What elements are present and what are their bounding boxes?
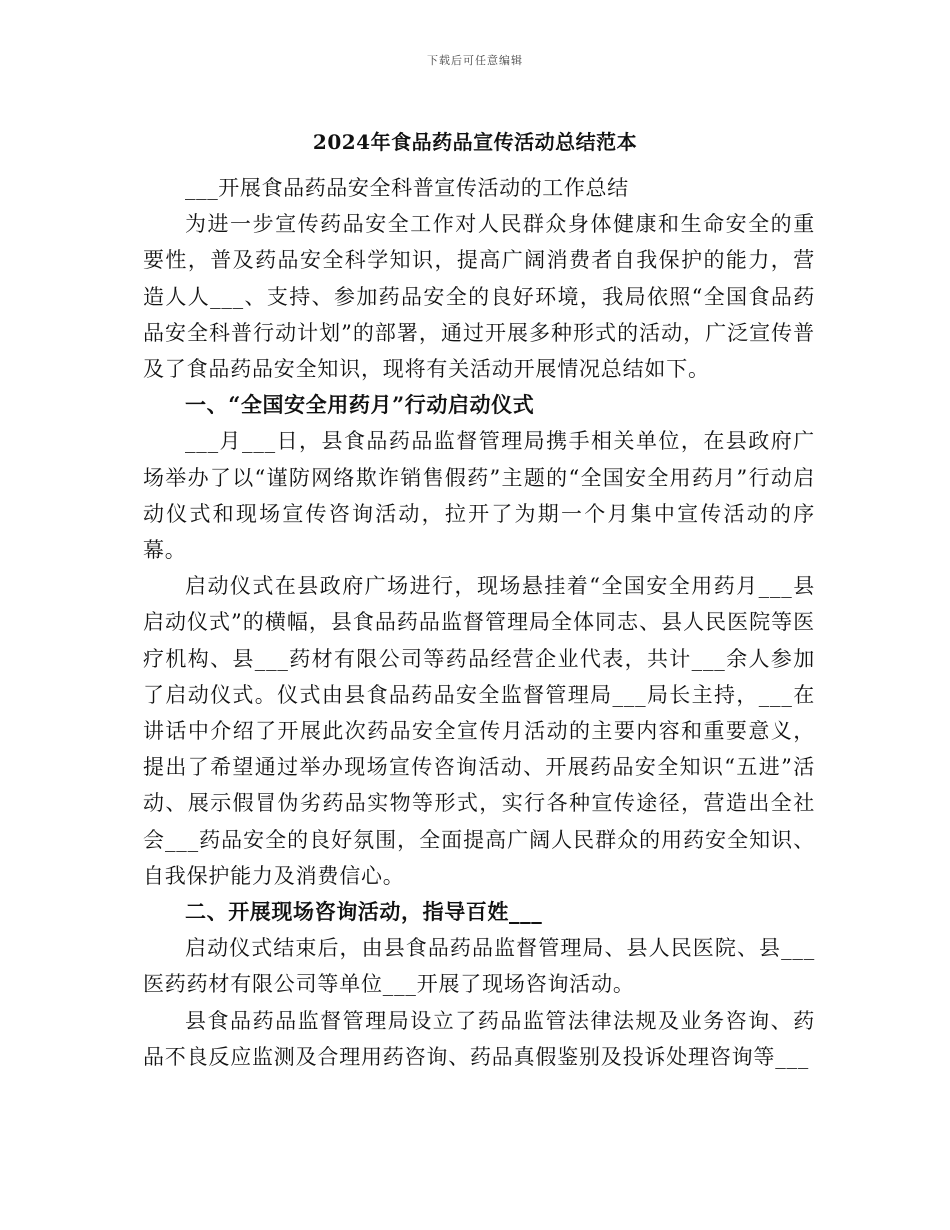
paragraph-intro: 为进一步宣传药品安全工作对人民群众身体健康和生命安全的重要性，普及药品安全科学知识，提高广阔消费者自我保护的能力，营造人人___、支持、参加药品安全的良好环境，我局依照“全国食品药品安全科普行动计划”的部署，通过开展多种形式的活动，广泛宣传普及了食品药品安全知识，现将有关活动开展情况总结如下。 — [143, 212, 815, 382]
section-heading-1: 一、“全国安全用药月”行动启动仪式 — [185, 392, 535, 418]
paragraph-section-2b: 县食品药品监督管理局设立了药品监管法律法规及业务咨询、药品不良反应监测及合理用药咨询、药品真假鉴别及投诉处理咨询等___ — [143, 1008, 815, 1069]
paragraph-section-1a: ___月___日，县食品药品监督管理局携手相关单位，在县政府广场举办了以“谨防网络欺诈销售假药”主题的“全国安全用药月”行动启动仪式和现场宣传咨询活动，拉开了为期一个月集中宣传活动的序幕。 — [143, 429, 815, 563]
paragraph-section-1b: 启动仪式在县政府广场进行，现场悬挂着“全国安全用药月___县启动仪式”的横幅，县食品药品监督管理局全体同志、县人民医院等医疗机构、县___药材有限公司等药品经营企业代表，共计___余人参加了启动仪式。仪式由县食品药品安全监督管理局___局长主持，___在讲话中介绍了开展此次药品安全宣传月活动的主要内容和重要意义，提出了希望通过举办现场宣传咨询活动、开展药品安全知识“五进”活动、展示假冒伪劣药品实物等形式，实行各种宣传途径，营造出全社会___药品安全的良好氛围，全面提高广阔人民群众的用药安全知识、自我保护能力及消费信心。 — [143, 574, 815, 888]
document-body — [143, 170, 815, 1075]
section-heading-2: 二、开展现场咨询活动，指导百姓___ — [185, 899, 543, 925]
paragraph-subtitle: ___开展食品药品安全科普宣传活动的工作总结 — [185, 176, 629, 200]
document-title: 2024年食品药品宣传活动总结范本 — [312, 130, 638, 154]
paragraph-section-2a: 启动仪式结束后，由县食品药品监督管理局、县人民医院、县___医药药材有限公司等单位___开展了现场咨询活动。 — [143, 936, 815, 997]
header-note: 下载后可任意编辑 — [427, 54, 523, 67]
